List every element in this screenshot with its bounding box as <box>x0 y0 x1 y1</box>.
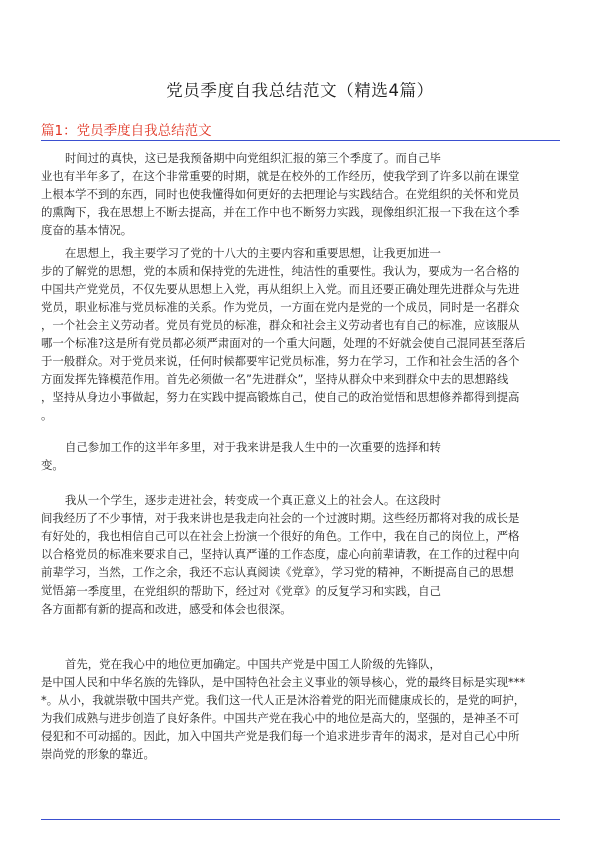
paragraph-line: 度奋的基本情况。 <box>41 223 133 237</box>
paragraph-line: 间我经历了不少事情，对于我来讲也是我走向社会的一个过渡时期。这些经历都将对我的成长是 <box>41 511 520 525</box>
page-title: 党员季度自我总结范文（精选4篇） <box>166 81 434 100</box>
paragraph-line: 各方面都有新的提高和改进，感受和体会也很深。 <box>41 602 292 616</box>
paragraph-line: 变。 <box>41 458 64 472</box>
section-heading: 篇1：党员季度自我总结范文 <box>41 123 212 139</box>
paragraph-line: 是中国人民和中华名族的先锋队，是中国特色社会主义事业的领导核心，党的最终目标是实现*** <box>41 675 526 689</box>
paragraph-line: 业也有半年多了，在这个非常重要的时期，就是在校外的工作经历，使我学到了许多以前在课堂 <box>41 169 520 183</box>
paragraph-line: 我从一个学生，逐步走进社会，转变成一个真正意义上的社会人。在这段时 <box>65 493 441 507</box>
paragraph-line: 党员，职业标准与党员标准的关系。作为党员，一方面在党内是党的一个成员，同时是一名群众 <box>41 300 520 314</box>
paragraph-line: 中国共产党党员，不仅先要从思想上入党，再从组织上入党。而且还要正确处理先进群众与先进 <box>41 282 520 296</box>
paragraph-line: 方面发挥先锋模范作用。首先必须做一名”先进群众”，坚持从群众中来到群众中去的思想路线 <box>41 372 509 386</box>
paragraph-line: 首先，党在我心中的地位更加确定。中国共产党是中国工人阶级的先锋队， <box>65 657 441 671</box>
paragraph-line: 。 <box>41 408 53 422</box>
paragraph-line: 为我们成熟与进步创造了良好条件。中国共产党在我心中的地位是高大的，坚强的，是神圣不可 <box>41 711 520 725</box>
paragraph-line: 第一季度里，在党组织的帮助下，经过对《党章》的反复学习和实践，自己 <box>65 584 441 598</box>
paragraph-line: 于一般群众。对于党员来说，任何时候都要牢记党员标准，努力在学习，工作和社会生活的各个 <box>41 354 520 368</box>
footer-divider <box>41 819 560 820</box>
paragraph-line: 侵犯和不可动摇的。因此，加入中国共产党是我们每一个追求进步青年的渴求，是对自己心中所 <box>41 729 520 743</box>
paragraph-line: 自己参加工作的这半年多里，对于我来讲是我人生中的一次重要的选择和转 <box>65 440 441 454</box>
paragraph-line: ，坚持从身边小事做起，努力在实践中提高锻炼自己，使自己的政治觉悟和思想修养都得到提高 <box>41 390 520 404</box>
paragraph-line: 有好处的，我也相信自己可以在社会上扮演一个很好的角色。工作中，我在自己的岗位上，严格 <box>41 529 520 543</box>
paragraph-line: *。从小，我就崇敬中国共产党。我们这一代人正是沐浴着党的阳光而健康成长的，是党的呵护， <box>41 693 526 707</box>
paragraph-line: 步的了解党的思想，党的本质和保持党的先进性，纯洁性的重要性。我认为，要成为一名合格的 <box>41 264 520 278</box>
paragraph-line: 以合格党员的标准来要求自己，坚持认真严谨的工作态度，虚心向前辈请教，在工作的过程中向 <box>41 547 520 561</box>
paragraph-line: 崇尚党的形象的靠近。 <box>41 747 155 761</box>
paragraph-line: ，一个社会主义劳动者。党员有党员的标准，群众和社会主义劳动者也有自己的标准，应该服从 <box>41 318 520 332</box>
paragraph-line: 前辈学习，当然，工作之余，我还不忘认真阅读《党章》，学习党的精神，不断提高自己的思想 <box>41 565 514 579</box>
paragraph-line: 觉悟。 <box>41 583 76 597</box>
paragraph-line: 在思想上，我主要学习了党的十八大的主要内容和重要思想，让我更加进一 <box>65 246 441 260</box>
paragraph-line: 时间过的真快，这已是我预备期中向党组织汇报的第三个季度了。而自己毕 <box>65 151 441 165</box>
paragraph-line: 的熏陶下，我在思想上不断去提高，并在工作中也不断努力实践，现像组织汇报一下我在这个季 <box>41 205 520 219</box>
paragraph-line: 哪一个标准?这是所有党员都必须严肃面对的一个重大问题，处理的不好就会使自己混同甚至落后 <box>41 336 526 350</box>
paragraph-line: 上根本学不到的东西，同时也使我懂得如何更好的去把理论与实践结合。在党组织的关怀和党员 <box>41 187 520 201</box>
heading-divider <box>41 140 560 141</box>
